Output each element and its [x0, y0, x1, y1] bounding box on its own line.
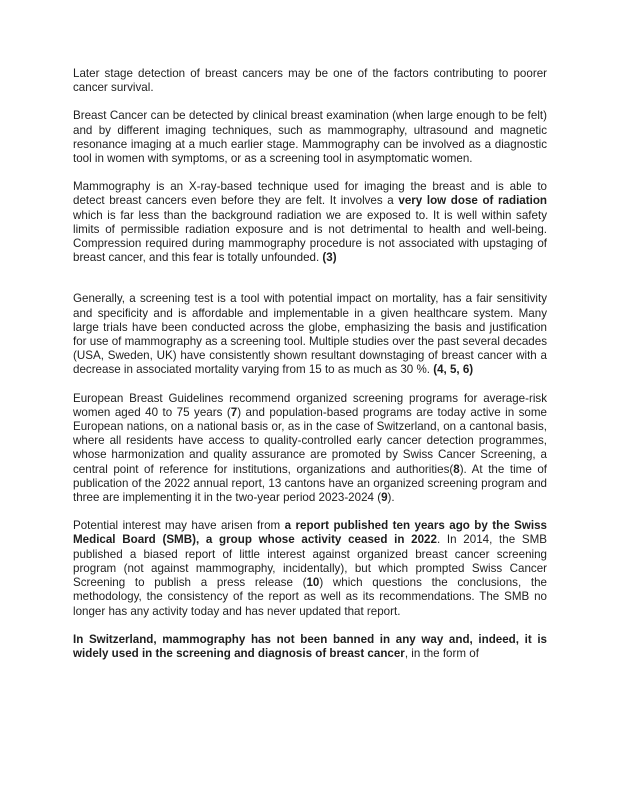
paragraph-later-stage-detection: [73, 67, 547, 95]
text-run: Breast Cancer can be detected by clinical breast examination (when large enough to be felt) and by different imaging techniques, such as mammography, ultrasound and magnetic resonance imaging at a much earlier stage. Mammography can be involved as a diagnostic tool in women with symptoms, or as a screening tool in asymptomatic women.: [73, 109, 547, 166]
citation: 7: [230, 405, 238, 419]
text-run: ). At the time of publication of the 2022 annual report, 13 cantons have an organized screening program and three are implementing it in the two-year period 2023-2024 (: [73, 462, 547, 505]
paragraph-mammography-technique: [73, 180, 547, 265]
text-run: . In 2014, the SMB published a biased report of little interest against organized breast cancer screening program (not against mammography, incidentally), but which prompted Swiss Cancer Screening to publish a press release (: [73, 533, 547, 590]
bold-text-run: very low dose of radiation: [398, 194, 547, 208]
paragraph-european-guidelines: [73, 392, 547, 506]
text-run: Later stage detection of breast cancers may be one of the factors contributing to poorer cancer survival.: [73, 67, 547, 95]
text-run: ).: [387, 491, 395, 505]
text-run: European Breast Guidelines recommend organized screening programs for average-risk women aged 40 to 75 years (: [73, 391, 547, 419]
text-run: ) and population-based programs are today active in some European nations, on a national basis or, as in the case of Switzerland, on a cantonal basis, where all residents have access to quality-controlled early cancer detection programmes, whose harmonization and quality assurance are promoted by Swiss Cancer Screening, a central point of reference for institutions, organizations and authorities(: [73, 405, 547, 476]
paragraph-smb-report: [73, 519, 547, 618]
paragraph-screening-test: [73, 292, 547, 377]
bold-text-run: a report published ten years ago by the Swiss Medical Board (SMB), a group whose activity ceased in 2022: [73, 519, 547, 547]
bold-text-run: In Switzerland, mammography has not been banned in any way and, indeed, it is widely used in the screening and diagnosis of breast cancer: [73, 632, 547, 660]
citation: (4, 5, 6): [433, 363, 474, 377]
text-run: Generally, a screening test is a tool with potential impact on mortality, has a fair sensitivity and specificity and is affordable and implementable in a given healthcare system. Many large trials have been conducted across the globe, emphasizing the basis and justification for use of mammography as a screening tool. Multiple studies over the past several decades (USA, Sweden, UK) have consistently shown resultant downstaging of breast cancer with a decrease in associated mortality varying from 15 to as much as 30 %.: [73, 292, 547, 377]
paragraph-switzerland-mammography: [73, 633, 547, 661]
text-run: ) which questions the conclusions, the methodology, the consistency of the report as well as its recommendations. The SMB no longer has any activity today and has never updated that report.: [73, 576, 547, 618]
text-run: which is far less than the background radiation we are exposed to. It is well within safety limits of permissible radiation exposure and is not detrimental to health and well-being. Compression required during mammography procedure is not associated with upstaging of breast cancer, and this fear is totally unfounded.: [73, 208, 547, 265]
citation: (3): [322, 251, 337, 265]
text-run: , in the form of: [404, 646, 479, 660]
paragraph-detection-methods: [73, 109, 547, 166]
citation: 10: [306, 576, 320, 590]
text-run: Mammography is an X-ray-based technique used for imaging the breast and is able to detect breast cancers even before they are felt. It involves a: [73, 180, 547, 208]
citation: 8: [453, 462, 460, 476]
citation: 9: [381, 491, 388, 505]
document-page: [73, 67, 547, 661]
text-run: Potential interest may have arisen from: [73, 519, 285, 533]
